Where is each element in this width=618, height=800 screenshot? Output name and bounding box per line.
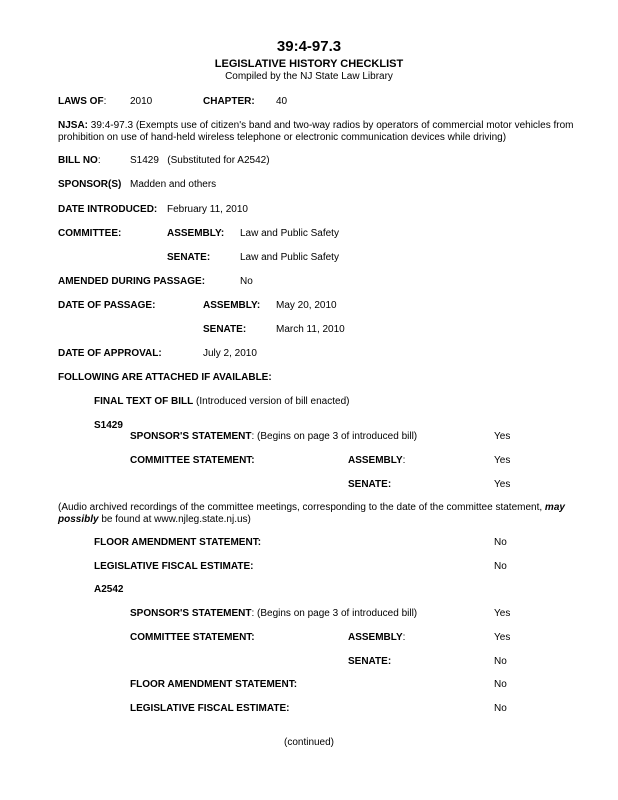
a2542-assembly-value: Yes [494, 632, 511, 643]
committee-label: COMMITTEE: [58, 228, 122, 239]
a2542-sponsor-value: Yes [494, 608, 511, 619]
audio-note: (Audio archived recordings of the committee meetings, corresponding to the date of the committee statement, may possibly be found at www.njleg.state.nj.us) [58, 502, 565, 525]
s1429-senate-label: SENATE: [348, 479, 392, 490]
sponsors-value: Madden and others [130, 179, 217, 190]
approval-label: DATE OF APPROVAL: [58, 348, 162, 359]
s1429-floor-value: No [494, 537, 507, 548]
compiled-by: Compiled by the NJ State Law Library [225, 71, 393, 82]
bill-no-value: S1429 (Substituted for A2542) [130, 155, 270, 166]
a2542-assembly-label: ASSEMBLY: [348, 632, 406, 643]
committee-assembly-value: Law and Public Safety [240, 228, 339, 239]
s1429-senate-value: Yes [494, 479, 511, 490]
amended-value: No [240, 276, 253, 287]
amended-label: AMENDED DURING PASSAGE: [58, 276, 206, 287]
continued-footer: (continued) [283, 737, 335, 748]
chapter-label: CHAPTER: [203, 96, 255, 107]
checklist-title: LEGISLATIVE HISTORY CHECKLIST [214, 58, 404, 70]
s1429-fiscal-value: No [494, 561, 507, 572]
sponsors-label: SPONSOR(S) [58, 179, 122, 190]
committee-senate-value: Law and Public Safety [240, 252, 339, 263]
s1429-sponsor-statement: SPONSOR'S STATEMENT: (Begins on page 3 of introduced bill) [130, 431, 418, 442]
bill-no-label: BILL NO: [58, 155, 101, 166]
a2542-committee-label: COMMITTEE STATEMENT: [130, 632, 255, 643]
passage-assembly-value: May 20, 2010 [276, 300, 337, 311]
s1429-assembly-value: Yes [494, 455, 511, 466]
attached-heading: FOLLOWING ARE ATTACHED IF AVAILABLE: [58, 372, 272, 383]
s1429-committee-label: COMMITTEE STATEMENT: [130, 455, 255, 466]
s1429-fiscal-label: LEGISLATIVE FISCAL ESTIMATE: [94, 561, 254, 572]
a2542-floor-label: FLOOR AMENDMENT STATEMENT: [130, 679, 298, 690]
approval-value: July 2, 2010 [203, 348, 257, 359]
committee-assembly-label: ASSEMBLY: [167, 228, 225, 239]
njsa-line: NJSA: 39:4-97.3 (Exempts use of citizen's band and two-way radios by operators of commercial motor vehicles from prohibition on use of hand-held wireless telephone or electronic communication devices while driving) [58, 120, 574, 143]
passage-assembly-label: ASSEMBLY: [203, 300, 261, 311]
passage-senate-label: SENATE: [203, 324, 247, 335]
s1429-bill-label: S1429 [94, 420, 123, 431]
passage-label: DATE OF PASSAGE: [58, 300, 156, 311]
date-introduced-label: DATE INTRODUCED: [58, 204, 158, 215]
final-text-line: FINAL TEXT OF BILL (Introduced version of bill enacted) [94, 396, 350, 407]
s1429-floor-label: FLOOR AMENDMENT STATEMENT: [94, 537, 262, 548]
s1429-sponsor-value: Yes [494, 431, 511, 442]
statute-title: 39:4-97.3 [276, 38, 342, 55]
a2542-fiscal-value: No [494, 703, 507, 714]
a2542-floor-value: No [494, 679, 507, 690]
laws-of-value: 2010 [130, 96, 153, 107]
a2542-senate-label: SENATE: [348, 656, 392, 667]
committee-senate-label: SENATE: [167, 252, 211, 263]
date-introduced-value: February 11, 2010 [167, 204, 248, 215]
a2542-bill-label: A2542 [94, 584, 124, 595]
laws-of-label: LAWS OF: [58, 96, 107, 107]
passage-senate-value: March 11, 2010 [276, 324, 345, 335]
a2542-senate-value: No [494, 656, 507, 667]
s1429-assembly-label: ASSEMBLY: [348, 455, 406, 466]
chapter-value: 40 [276, 96, 288, 107]
a2542-sponsor-statement: SPONSOR'S STATEMENT: (Begins on page 3 of introduced bill) [130, 608, 418, 619]
a2542-fiscal-label: LEGISLATIVE FISCAL ESTIMATE: [130, 703, 290, 714]
